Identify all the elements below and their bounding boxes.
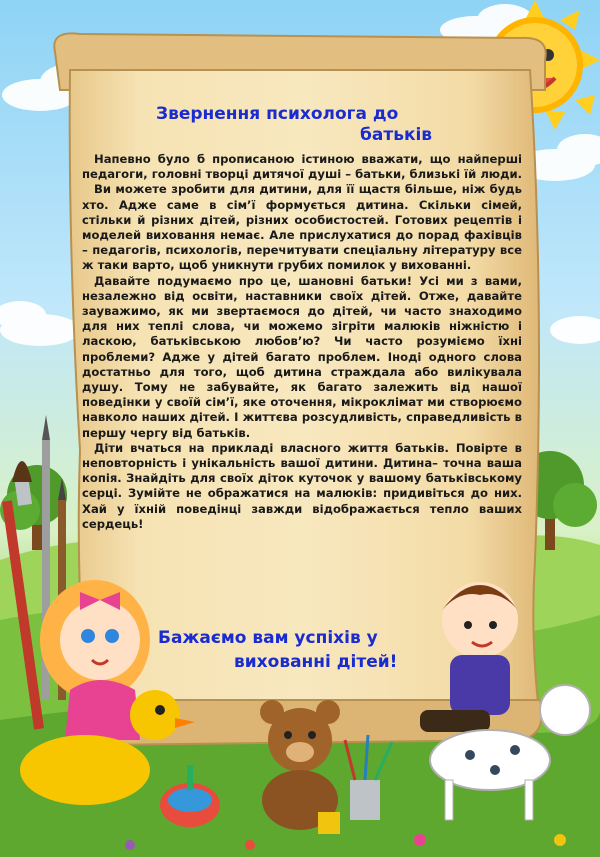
paintbrush-icon [2, 461, 44, 730]
paragraph: Ви можете зробити для дитини, для її щастя більше, ніж будь хто. Адже саме в сім’ї формується дитина. Скільки сімей, стільки й різних дітей, різних особистостей. Готових рецептів і моделей виховання немає. Але прислухатися до порад фахівців – педагогів, психологів, перечитувати спеціальну літературу все ж таки варто, щоб уникнути грубих помилок у вихованні. [82, 182, 522, 273]
paragraph: Діти вчаться на прикладі власного життя батьків. Повірте в неповторність і унікальність вашої дитини. Дитина– точна ваша копія. Знайдіть для своїх діток куточок у вашому батьківському серці. Зумійте не ображатися на малюків: придивіться до них. Хай у їхній поведінці завжди відображається тепло ваших сердець! [82, 440, 522, 531]
title-line-2: батьків [360, 125, 433, 145]
flowers-icon [125, 834, 566, 850]
closing-wish [158, 626, 458, 674]
closing-line-2: вихованні дітей! [234, 652, 398, 672]
teddy-bear-icon [260, 700, 340, 830]
article-body [82, 152, 522, 532]
paragraph: Давайте подумаємо про це, шановні батьки! Усі ми з вами, незалежно від освіти, наставники своїх дітей. Отже, давайте зауважимо, як ми звертаємося до дітей, чи часто знаходимо для них теплі слова, чи можемо зігріти малюків ніжністю і ласкою, батьківською любов’ю? Чи часто розуміємо їхні проблеми? Адже у дітей багато проблем. Іноді одного слова достатньо для того, щоб дитина страждала або вилікувала душу. Тому не забувайте, як багато залежить від нашої поведінки у своїй сім’ї, яке оточення, мікроклімат ми створюємо навколо наших дітей. І життєва розсудливість, справедливість в першу чергу від батьків. [82, 273, 522, 440]
title-line-1: Звернення психолога до [156, 104, 399, 124]
closing-line-1: Бажаємо вам успіхів у [158, 628, 378, 648]
spinning-top-icon [160, 765, 220, 827]
page-title [100, 104, 500, 146]
paragraph: Напевно було б прописаною істиною вважати, що найперші педагоги, головні творці дитячої душі – батьки, близькі їй люди. [82, 152, 522, 182]
